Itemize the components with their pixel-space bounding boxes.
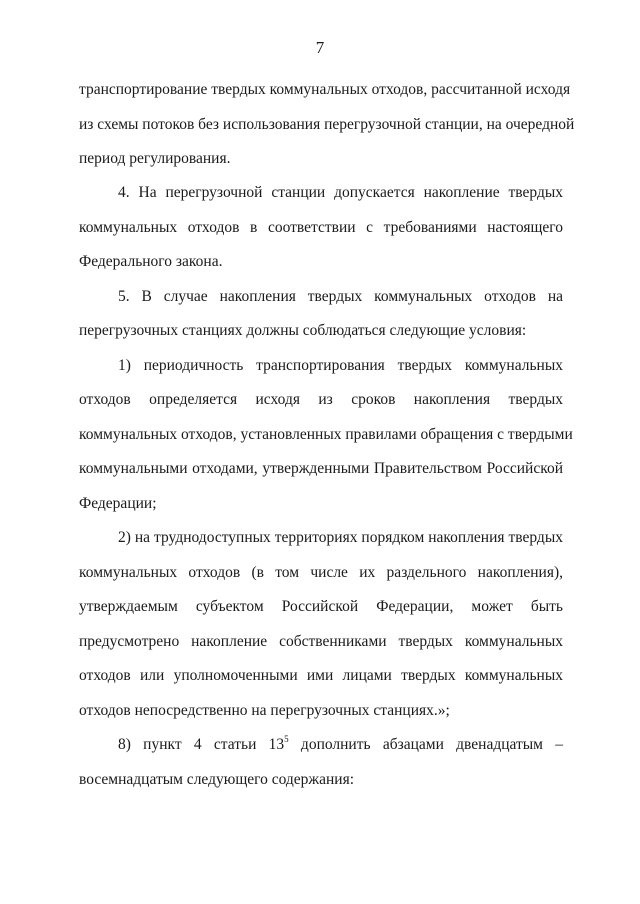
text-line: коммунальными отходами, утвержденными Правительством Российской — [79, 460, 563, 477]
text-line: коммунальных отходов в соответствии с требованиями настоящего — [79, 219, 563, 236]
text-line: Федерации; — [79, 495, 157, 512]
text-line: предусмотрено накопление собственниками твердых коммунальных — [79, 633, 563, 650]
text-line: 5. В случае накопления твердых коммунальных отходов на — [118, 288, 563, 305]
superscript: 5 — [284, 734, 289, 744]
text-line: 4. На перегрузочной станции допускается накопление твердых — [118, 184, 563, 201]
text-line: восемнадцатым следующего содержания: — [79, 771, 355, 788]
text-line — [118, 735, 563, 755]
text-segment: 8) пункт 4 статьи 13 — [118, 736, 285, 753]
text-line: коммунальных отходов, установленных правилами обращения с твердыми — [79, 426, 573, 443]
text-line: период регулирования. — [79, 150, 231, 167]
text-line: перегрузочных станциях должны соблюдаться следующие условия: — [79, 322, 527, 339]
text-line: 1) периодичность транспортирования твердых коммунальных — [118, 357, 563, 374]
text-line: из схемы потоков без использования перегрузочной станции, на очередной — [79, 116, 575, 133]
text-line: отходов определяется исходя из сроков накопления твердых — [79, 391, 563, 408]
text-line: отходов или уполномоченными ими лицами твердых коммунальных — [79, 667, 563, 684]
text-line: 2) на труднодоступных территориях порядком накопления твердых — [118, 529, 563, 546]
text-line: утверждаемым субъектом Российской Федерации, может быть — [79, 598, 563, 615]
page-number: 7 — [315, 38, 325, 57]
text-line: Федерального закона. — [79, 253, 223, 270]
text-line: отходов непосредственно на перегрузочных станциях.»; — [79, 702, 450, 719]
text-line: коммунальных отходов (в том числе их раздельного накопления), — [79, 564, 563, 581]
text-segment: дополнить абзацами двенадцатым – — [288, 736, 564, 753]
text-line: транспортирование твердых коммунальных отходов, рассчитанной исходя — [79, 81, 571, 98]
